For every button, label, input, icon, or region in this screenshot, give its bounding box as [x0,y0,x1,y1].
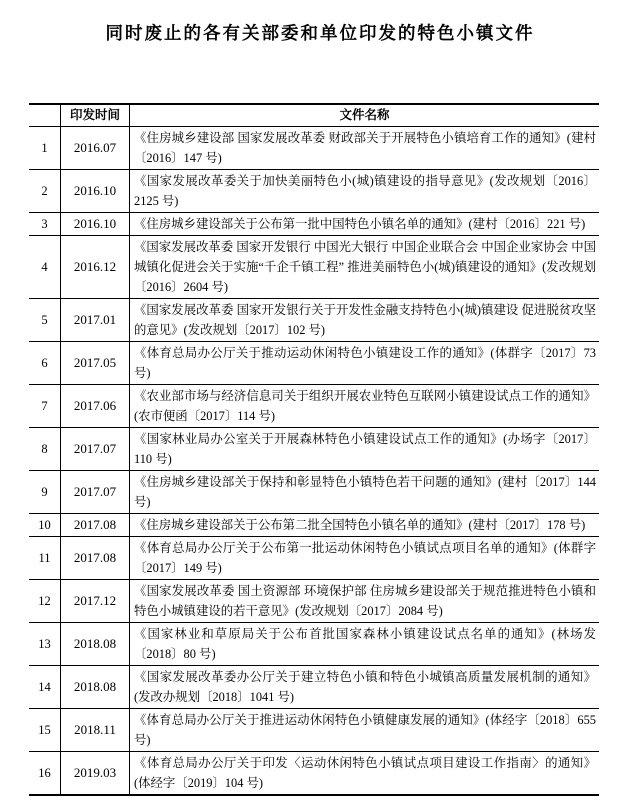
row-issue-date-cell: 2017.07 [61,428,130,471]
row-document-name-cell: 《住房城乡建设部关于保持和彰显特色小镇特色若干问题的通知》(建村〔2017〕144 号) [130,471,600,514]
row-document-name-cell: 《国家发展改革委 国家开发银行关于开发性金融支持特色小(城)镇建设 促进脱贫攻坚的意见》(发改规划〔2017〕102 号) [130,299,600,342]
table-body [29,127,599,796]
row-issue-date-cell: 2016.12 [61,236,130,299]
table-row [29,666,599,709]
row-index-cell: 10 [29,514,61,537]
row-issue-date-cell: 2018.08 [61,623,130,666]
table-header [29,104,599,127]
table-row [29,342,599,385]
row-issue-date-cell: 2018.08 [61,666,130,709]
row-issue-date-cell: 2016.07 [61,127,130,170]
table-row [29,299,599,342]
row-index-cell: 3 [29,213,61,236]
row-issue-date-cell: 2017.06 [61,385,130,428]
row-document-name-cell: 《住房城乡建设部 国家发展改革委 财政部关于开展特色小镇培育工作的通知》(建村〔2016〕147 号) [130,127,600,170]
table-row [29,213,599,236]
header-index-cell [29,104,61,127]
row-document-name-cell: 《国家发展改革委 国家开发银行 中国光大银行 中国企业联合会 中国企业家协会 中国城镇化促进会关于实施“千企千镇工程” 推进美丽特色小(城)镇建设的通知》(发改规划〔2016〕2604 号) [130,236,600,299]
row-document-name-cell: 《住房城乡建设部关于公布第一批中国特色小镇名单的通知》(建村〔2016〕221 号) [130,213,600,236]
row-index-cell: 4 [29,236,61,299]
row-document-name-cell: 《体育总局办公厅关于推动运动休闲特色小镇建设工作的通知》(体群字〔2017〕73 号) [130,342,600,385]
table-row [29,752,599,796]
row-document-name-cell: 《体育总局办公厅关于公布第一批运动休闲特色小镇试点项目名单的通知》(体群字〔2017〕149 号) [130,537,600,580]
row-document-name-cell: 《国家林业和草原局关于公布首批国家森林小镇建设试点名单的通知》(林场发〔2018〕80 号) [130,623,600,666]
row-issue-date-cell: 2016.10 [61,170,130,213]
table-row [29,514,599,537]
row-document-name-cell: 《国家发展改革委关于加快美丽特色小(城)镇建设的指导意见》(发改规划〔2016〕2125 号) [130,170,600,213]
page-title: 同时废止的各有关部委和单位印发的特色小镇文件 [105,23,535,43]
table-row [29,428,599,471]
row-issue-date-cell: 2017.12 [61,580,130,623]
row-document-name-cell: 《体育总局办公厅关于推进运动休闲特色小镇健康发展的通知》(体经字〔2018〕655 号) [130,709,600,752]
row-document-name-cell: 《住房城乡建设部关于公布第二批全国特色小镇名单的通知》(建村〔2017〕178 号) [130,514,600,537]
table-row [29,709,599,752]
row-index-cell: 7 [29,385,61,428]
header-document-name: 文件名称 [130,104,600,127]
row-index-cell: 9 [29,471,61,514]
header-row [29,104,599,127]
row-index-cell: 14 [29,666,61,709]
row-document-name-cell: 《国家发展改革委 国土资源部 环境保护部 住房城乡建设部关于规范推进特色小镇和特色小城镇建设的若干意见》(发改规划〔2017〕2084 号) [130,580,600,623]
row-index-cell: 1 [29,127,61,170]
header-issue-date: 印发时间 [61,104,130,127]
table-row [29,127,599,170]
row-index-cell: 13 [29,623,61,666]
table-row [29,471,599,514]
row-index-cell: 8 [29,428,61,471]
table-row [29,537,599,580]
row-document-name-cell: 《农业部市场与经济信息司关于组织开展农业特色互联网小镇建设试点工作的通知》(农市便函〔2017〕114 号) [130,385,600,428]
row-issue-date-cell: 2017.07 [61,471,130,514]
row-document-name-cell: 《体育总局办公厅关于印发〈运动休闲特色小镇试点项目建设工作指南〉的通知》(体经字〔2019〕104 号) [130,752,600,796]
abolished-documents-table [29,103,599,796]
row-index-cell: 16 [29,752,61,796]
row-index-cell: 12 [29,580,61,623]
table-row [29,385,599,428]
row-index-cell: 2 [29,170,61,213]
row-issue-date-cell: 2018.11 [61,709,130,752]
row-index-cell: 5 [29,299,61,342]
table-row [29,236,599,299]
table-row [29,623,599,666]
table-row [29,580,599,623]
table-row [29,170,599,213]
row-issue-date-cell: 2017.01 [61,299,130,342]
row-issue-date-cell: 2017.08 [61,514,130,537]
row-index-cell: 15 [29,709,61,752]
row-index-cell: 6 [29,342,61,385]
row-index-cell: 11 [29,537,61,580]
row-document-name-cell: 《国家林业局办公室关于开展森林特色小镇建设试点工作的通知》(办场字〔2017〕110 号) [130,428,600,471]
row-issue-date-cell: 2017.05 [61,342,130,385]
row-document-name-cell: 《国家发展改革委办公厅关于建立特色小镇和特色小城镇高质量发展机制的通知》(发改办规划〔2018〕1041 号) [130,666,600,709]
row-issue-date-cell: 2016.10 [61,213,130,236]
row-issue-date-cell: 2017.08 [61,537,130,580]
row-issue-date-cell: 2019.03 [61,752,130,796]
